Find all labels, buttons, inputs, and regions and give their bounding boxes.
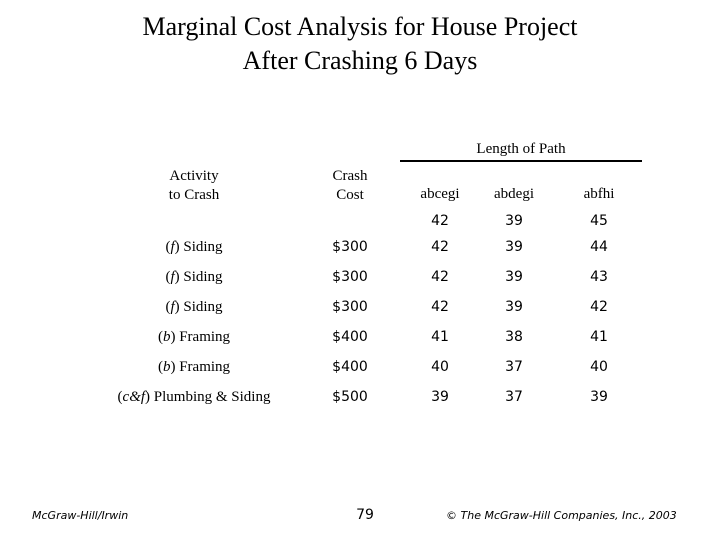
crash-cost-cell: $400 (332, 359, 368, 375)
abfhi-length-cell: 44 (590, 239, 608, 255)
abdegi-length-cell: 39 (505, 299, 523, 315)
crash-cost-cell: $500 (332, 389, 368, 405)
header-underline (400, 160, 642, 162)
abfhi-length-cell: 39 (590, 389, 608, 405)
abdegi-length-cell: 37 (505, 389, 523, 405)
path-header-abfhi: abfhi (583, 186, 615, 202)
initial-length-abdegi: 39 (505, 213, 523, 229)
abdegi-length-cell: 37 (505, 359, 523, 375)
footer-copyright: © The McGraw-Hill Companies, Inc., 2003 (446, 509, 677, 522)
footer-publisher: McGraw-Hill/Irwin (32, 509, 129, 522)
title-line-1: Marginal Cost Analysis for House Project (142, 12, 578, 41)
title-line-2: After Crashing 6 Days (242, 46, 478, 75)
slide-title (0, 10, 720, 78)
abcegi-length-cell: 42 (431, 269, 449, 285)
crash-cost-cell: $300 (332, 299, 368, 315)
initial-length-abcegi: 42 (431, 213, 449, 229)
crash-cost-header: Crash Cost (332, 168, 368, 203)
abfhi-length-cell: 40 (590, 359, 608, 375)
page-number: 79 (356, 507, 374, 523)
abcegi-length-cell: 40 (431, 359, 449, 375)
crash-cost-cell: $300 (332, 239, 368, 255)
abfhi-length-cell: 43 (590, 269, 608, 285)
activity-header: Activity to Crash (168, 168, 220, 203)
crash-cost-cell: $400 (332, 329, 368, 345)
activity-cell: (c&f) Plumbing & Siding (117, 389, 271, 405)
length-of-path-header: Length of Path (476, 141, 566, 157)
abcegi-length-cell: 42 (431, 239, 449, 255)
activity-cell: (b) Framing (157, 329, 231, 345)
activity-cell: (f) Siding (165, 299, 223, 315)
abcegi-length-cell: 42 (431, 299, 449, 315)
abdegi-length-cell: 39 (505, 269, 523, 285)
abdegi-length-cell: 39 (505, 239, 523, 255)
abdegi-length-cell: 38 (505, 329, 523, 345)
activity-cell: (f) Siding (165, 239, 223, 255)
crash-cost-cell: $300 (332, 269, 368, 285)
initial-length-abfhi: 45 (590, 213, 608, 229)
path-header-abcegi: abcegi (420, 186, 460, 202)
abfhi-length-cell: 41 (590, 329, 608, 345)
abcegi-length-cell: 39 (431, 389, 449, 405)
activity-cell: (f) Siding (165, 269, 223, 285)
path-header-abdegi: abdegi (494, 186, 534, 202)
activity-cell: (b) Framing (157, 359, 231, 375)
abfhi-length-cell: 42 (590, 299, 608, 315)
abcegi-length-cell: 41 (431, 329, 449, 345)
